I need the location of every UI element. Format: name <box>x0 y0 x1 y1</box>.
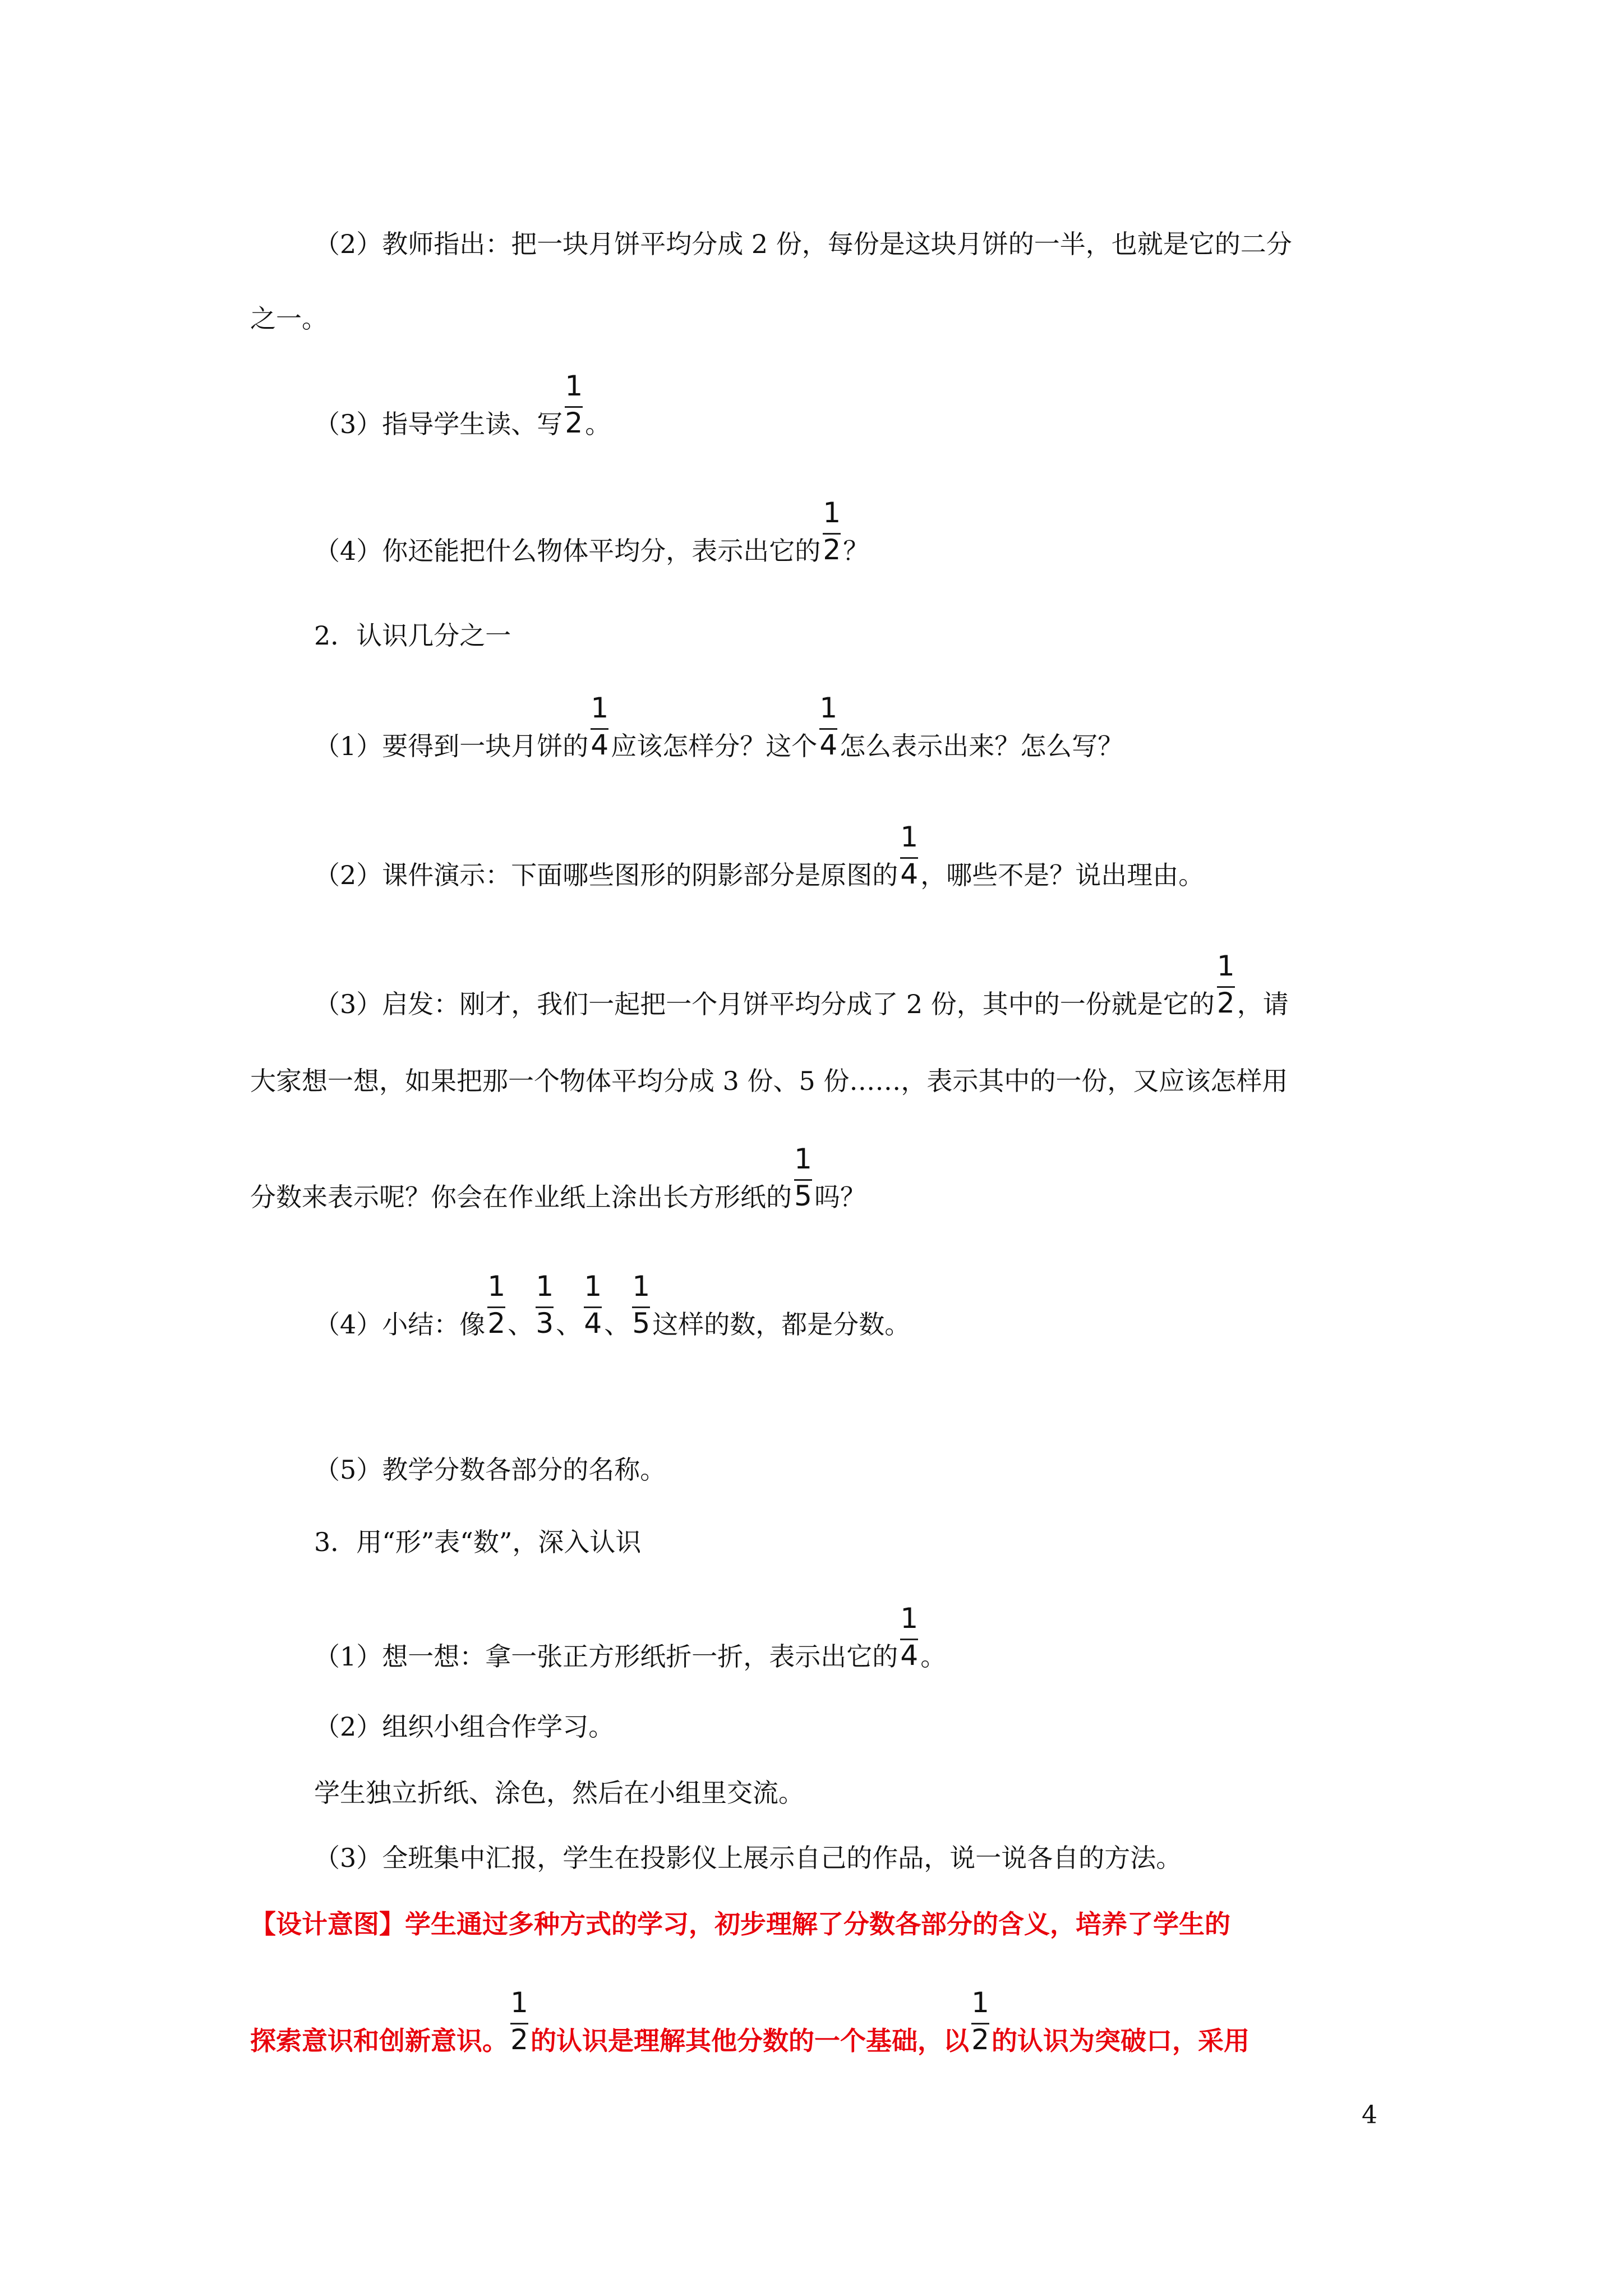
fraction-one-half: $\frac{1}{2}$ <box>971 1986 989 2056</box>
section-heading-3: 3．用“形”表“数”，深入认识 <box>314 1527 642 1557</box>
section-heading-2: 2．认识几分之一 <box>314 620 511 651</box>
paragraph-inspire-cont: 大家想一想，如果把那一个物体平均分成 3 份、5 份……，表示其中的一份，又应该怎样用 <box>250 1066 1288 1096</box>
design-intent-line-1: 【设计意图】学生通过多种方式的学习，初步理解了分数各部分的含义，培养了学生的 <box>250 1909 1230 1939</box>
fraction-one-quarter: $\frac{1}{4}$ <box>900 821 919 890</box>
fraction-one-fifth: $\frac{1}{5}$ <box>632 1270 651 1340</box>
paragraph-summary: （4）小结：像 $\frac{1}{2}$ 、 $\frac{1}{3}$ 、 $\frac{1}{4}$ 、 $\frac{1}{5}$ 这样的数，都是分数。 <box>314 1308 910 1343</box>
paragraph-read-write: （3）指导学生读、写 $\frac{1}{2}$ 。 <box>314 407 611 443</box>
fraction-one-half: $\frac{1}{2}$ <box>1216 950 1235 1019</box>
paragraph-inspire: （3）启发：刚才，我们一起把一个月饼平均分成了 2 份，其中的一份就是它的 $\frac{1}{2}$ ，请 <box>314 987 1289 1023</box>
fraction-one-third: $\frac{1}{3}$ <box>536 1270 554 1340</box>
fraction-one-half: $\frac{1}{2}$ <box>565 370 583 439</box>
paragraph-fraction-parts: （5）教学分数各部分的名称。 <box>314 1455 666 1485</box>
page-number: 4 <box>1362 2101 1377 2129</box>
paragraph-courseware-demo: （2）课件演示：下面哪些图形的阴影部分是原图的 $\frac{1}{4}$ ，哪些不是？说出理由。 <box>314 858 1204 894</box>
paragraph-group-work: （2）组织小组合作学习。 <box>314 1711 615 1742</box>
fraction-one-half: $\frac{1}{2}$ <box>487 1270 506 1340</box>
fraction-one-quarter: $\frac{1}{4}$ <box>819 692 838 761</box>
paragraph-quarter-mooncake: （1）要得到一块月饼的 $\frac{1}{4}$ 应该怎样分？这个 $\frac{1}{4}$ 怎么表示出来？怎么写？ <box>314 729 1123 765</box>
paragraph-teacher-point-cont: 之一。 <box>250 303 328 334</box>
paragraph-other-objects: （4）你还能把什么物体平均分，表示出它的 $\frac{1}{2}$ ？ <box>314 534 869 570</box>
paragraph-fold-paper: （1）想一想：拿一张正方形纸折一折，表示出它的 $\frac{1}{4}$ 。 <box>314 1640 946 1676</box>
paragraph-teacher-point: （2）教师指出：把一块月饼平均分成 2 份，每份是这块月饼的一半，也就是它的二分 <box>314 229 1292 259</box>
fraction-one-half: $\frac{1}{2}$ <box>823 496 841 566</box>
fraction-one-quarter: $\frac{1}{4}$ <box>900 1602 919 1672</box>
fraction-one-quarter: $\frac{1}{4}$ <box>591 692 609 761</box>
paragraph-inspire-cont2: 分数来表示呢？你会在作业纸上涂出长方形纸的 $\frac{1}{5}$ 吗？ <box>250 1180 866 1216</box>
fraction-one-quarter: $\frac{1}{4}$ <box>584 1270 602 1340</box>
design-intent-line-2: 探索意识和创新意识。 $\frac{1}{2}$ 的认识是理解其他分数的一个基础，以 $\frac{1}{2}$ 的认识为突破口，采用 <box>250 2024 1249 2060</box>
fraction-one-fifth: $\frac{1}{5}$ <box>794 1143 812 1212</box>
fraction-one-half: $\frac{1}{2}$ <box>510 1986 528 2056</box>
paragraph-independent-folding: 学生独立折纸、涂色，然后在小组里交流。 <box>314 1778 804 1808</box>
paragraph-class-report: （3）全班集中汇报，学生在投影仪上展示自己的作品，说一说各自的方法。 <box>314 1843 1182 1873</box>
